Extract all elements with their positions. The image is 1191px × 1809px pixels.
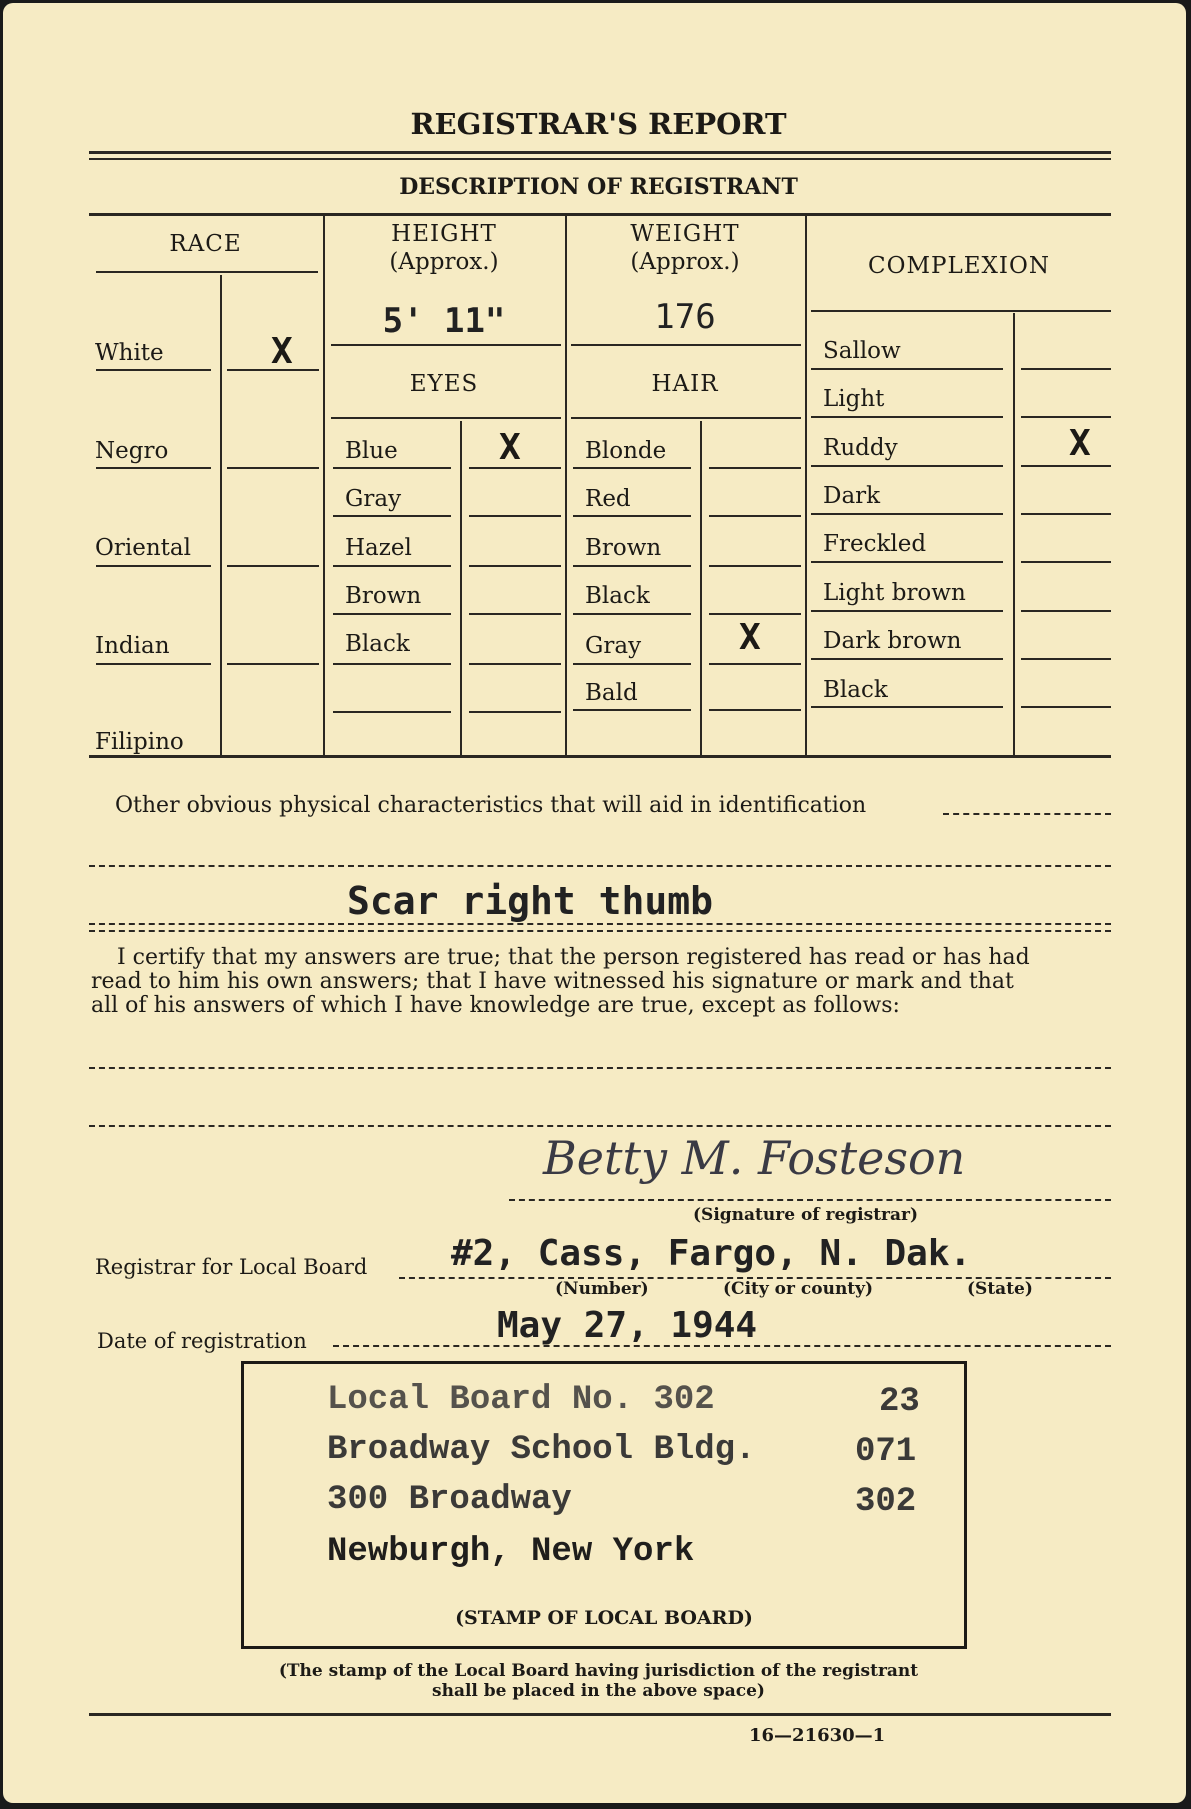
- stamp-number: 071: [855, 1433, 917, 1471]
- race-row-rule: [227, 565, 319, 567]
- col-divider-height: [565, 214, 567, 755]
- other-characteristics-line: [89, 923, 1111, 925]
- height-approx: (Approx.): [389, 249, 499, 275]
- table-bottom-rule: [89, 755, 1111, 758]
- certification-line: read to him his own answers; that I have witnessed his signature or mark and that: [91, 969, 1014, 994]
- local-board-value: #2, Cass, Fargo, N. Dak.: [451, 1233, 972, 1274]
- hair-row-rule: [573, 565, 691, 567]
- col-divider-race-check: [220, 275, 222, 755]
- stamp-line: Local Board No. 302: [327, 1381, 715, 1419]
- hair-row-rule: [573, 515, 691, 517]
- col-divider-complexion-check: [1013, 313, 1015, 755]
- race-row-rule: [96, 369, 211, 371]
- registrar-signature: Betty M. Fosteson: [543, 1131, 966, 1185]
- complexion-sallow: Sallow: [823, 338, 901, 364]
- complexion-light-brown: Light brown: [823, 580, 966, 606]
- title-rule-1: [89, 151, 1111, 154]
- race-filipino: Filipino: [95, 729, 184, 755]
- hair-row-rule: [573, 709, 691, 711]
- eyes-brown: Brown: [345, 583, 422, 609]
- complexion-row-rule: [811, 610, 1003, 612]
- complexion-row-rule: [811, 561, 1003, 563]
- eyes-row-rule: [333, 613, 451, 615]
- stamp-number: 23: [879, 1383, 920, 1421]
- complexion-light: Light: [823, 386, 885, 412]
- col-divider-weight: [805, 214, 807, 755]
- race-white-mark: X: [271, 331, 293, 372]
- complexion-row-rule: [1021, 610, 1111, 612]
- eyes-row-rule: [469, 515, 561, 517]
- eyes-black: Black: [345, 631, 410, 657]
- date-line: [333, 1345, 1111, 1347]
- race-heading-rule: [96, 271, 318, 273]
- eyes-blue: Blue: [345, 438, 398, 464]
- footer-rule: [89, 1713, 1111, 1716]
- eyes-row-rule: [469, 565, 561, 567]
- complexion-row-rule: [811, 706, 1003, 708]
- eyes-blue-mark: X: [499, 427, 521, 468]
- eyes-row-rule: [469, 467, 561, 469]
- title-rule-2: [89, 158, 1111, 160]
- eyes-row-rule: [469, 711, 561, 713]
- race-indian: Indian: [95, 633, 170, 659]
- race-row-rule: [227, 467, 319, 469]
- complexion-dark-brown: Dark brown: [823, 628, 962, 654]
- race-row-rule: [96, 467, 211, 469]
- certification-line: I certify that my answers are true; that the person registered has read or has had: [117, 945, 1030, 970]
- complexion-row-rule: [1021, 706, 1111, 708]
- complexion-row-rule: [1021, 561, 1111, 563]
- signature-caption: (Signature of registrar): [693, 1205, 919, 1225]
- footnote-line: shall be placed in the above space): [432, 1681, 765, 1701]
- hair-row-rule: [573, 613, 691, 615]
- complexion-row-rule: [811, 368, 1003, 370]
- hair-red: Red: [585, 486, 631, 512]
- hair-row-rule: [709, 467, 801, 469]
- stamp-caption: (STAMP OF LOCAL BOARD): [455, 1607, 753, 1629]
- eyes-row-rule: [333, 663, 451, 665]
- complexion-row-rule: [1021, 416, 1111, 418]
- complexion-row-rule: [1021, 658, 1111, 660]
- other-characteristics-dashes: [943, 813, 1111, 815]
- other-characteristics-line: [89, 865, 1111, 867]
- hair-row-rule: [709, 709, 801, 711]
- hair-black: Black: [585, 583, 650, 609]
- race-oriental: Oriental: [95, 535, 191, 561]
- hair-heading: HAIR: [651, 371, 719, 397]
- col-divider-eyes-check: [460, 421, 462, 755]
- eyes-row-rule: [333, 467, 451, 469]
- hair-row-rule: [573, 467, 691, 469]
- height-value: 5' 11": [382, 301, 506, 341]
- weight-approx: (Approx.): [630, 249, 740, 275]
- local-board-city-caption: (City or county): [723, 1279, 874, 1299]
- race-heading: RACE: [169, 231, 242, 257]
- hair-gray: Gray: [585, 633, 642, 659]
- eyes-gray: Gray: [345, 486, 402, 512]
- form-number: 16—21630—1: [749, 1725, 886, 1746]
- other-characteristics-line: [89, 930, 1111, 932]
- signature-line: [509, 1199, 1111, 1201]
- stamp-line: Newburgh, New York: [327, 1533, 695, 1571]
- eyes-row-rule: [469, 613, 561, 615]
- exceptions-line: [89, 1067, 1111, 1069]
- description-heading: DESCRIPTION OF REGISTRANT: [399, 174, 798, 200]
- eyes-hazel: Hazel: [345, 535, 412, 561]
- stamp-line: 300 Broadway: [327, 1481, 572, 1519]
- eyes-heading: EYES: [409, 371, 479, 397]
- complexion-row-rule: [811, 416, 1003, 418]
- complexion-ruddy-mark: X: [1069, 423, 1091, 464]
- complexion-freckled: Freckled: [823, 531, 927, 557]
- race-row-rule: [227, 369, 319, 371]
- hair-row-rule: [709, 663, 801, 665]
- hair-bald: Bald: [585, 680, 638, 706]
- complexion-heading-rule: [811, 310, 1111, 312]
- complexion-ruddy: Ruddy: [823, 435, 898, 461]
- eyes-row-rule: [469, 663, 561, 665]
- complexion-row-rule: [811, 465, 1003, 467]
- hair-gray-mark: X: [739, 617, 761, 658]
- race-row-rule: [96, 565, 211, 567]
- complexion-row-rule: [1021, 368, 1111, 370]
- weight-heading: WEIGHT: [630, 221, 740, 247]
- hair-row-rule: [709, 565, 801, 567]
- local-board-number-caption: (Number): [555, 1279, 649, 1299]
- complexion-dark: Dark: [823, 483, 881, 509]
- report-title: REGISTRAR'S REPORT: [410, 107, 787, 141]
- table-top-rule: [89, 213, 1111, 216]
- weight-value: 176: [654, 297, 716, 337]
- local-board-state-caption: (State): [967, 1279, 1033, 1299]
- complexion-row-rule: [811, 658, 1003, 660]
- hair-row-rule: [709, 613, 801, 615]
- complexion-row-rule: [811, 513, 1003, 515]
- hair-brown: Brown: [585, 535, 662, 561]
- date-label: Date of registration: [97, 1329, 307, 1353]
- date-value: May 27, 1944: [497, 1305, 758, 1346]
- race-row-rule: [227, 663, 319, 665]
- complexion-heading: COMPLEXION: [868, 253, 1050, 279]
- race-white: White: [95, 340, 164, 366]
- complexion-row-rule: [1021, 513, 1111, 515]
- hair-row-rule: [709, 515, 801, 517]
- local-board-label: Registrar for Local Board: [95, 1255, 368, 1279]
- hair-rule: [571, 417, 801, 419]
- eyes-row-rule: [333, 515, 451, 517]
- exceptions-line: [89, 1125, 1111, 1127]
- eyes-row-rule: [333, 565, 451, 567]
- race-negro: Negro: [95, 438, 169, 464]
- hair-blonde: Blonde: [585, 438, 667, 464]
- eyes-rule: [331, 417, 561, 419]
- other-characteristics-label: Other obvious physical characteristics that will aid in identification: [115, 793, 867, 818]
- complexion-row-rule: [1021, 465, 1111, 467]
- complexion-black: Black: [823, 677, 888, 703]
- registration-card: [3, 3, 1186, 1803]
- height-rule: [331, 344, 561, 346]
- eyes-row-rule: [333, 711, 451, 713]
- weight-rule: [571, 344, 801, 346]
- hair-row-rule: [573, 663, 691, 665]
- footnote-line: (The stamp of the Local Board having jurisdiction of the registrant: [278, 1661, 919, 1681]
- stamp-number: 302: [855, 1483, 917, 1521]
- race-row-rule: [96, 663, 211, 665]
- certification-line: all of his answers of which I have knowledge are true, except as follows:: [91, 993, 900, 1018]
- col-divider-race: [323, 214, 325, 755]
- col-divider-hair-check: [700, 421, 702, 755]
- height-heading: HEIGHT: [391, 221, 497, 247]
- other-characteristics-value: Scar right thumb: [347, 879, 714, 923]
- stamp-line: Broadway School Bldg.: [327, 1431, 756, 1469]
